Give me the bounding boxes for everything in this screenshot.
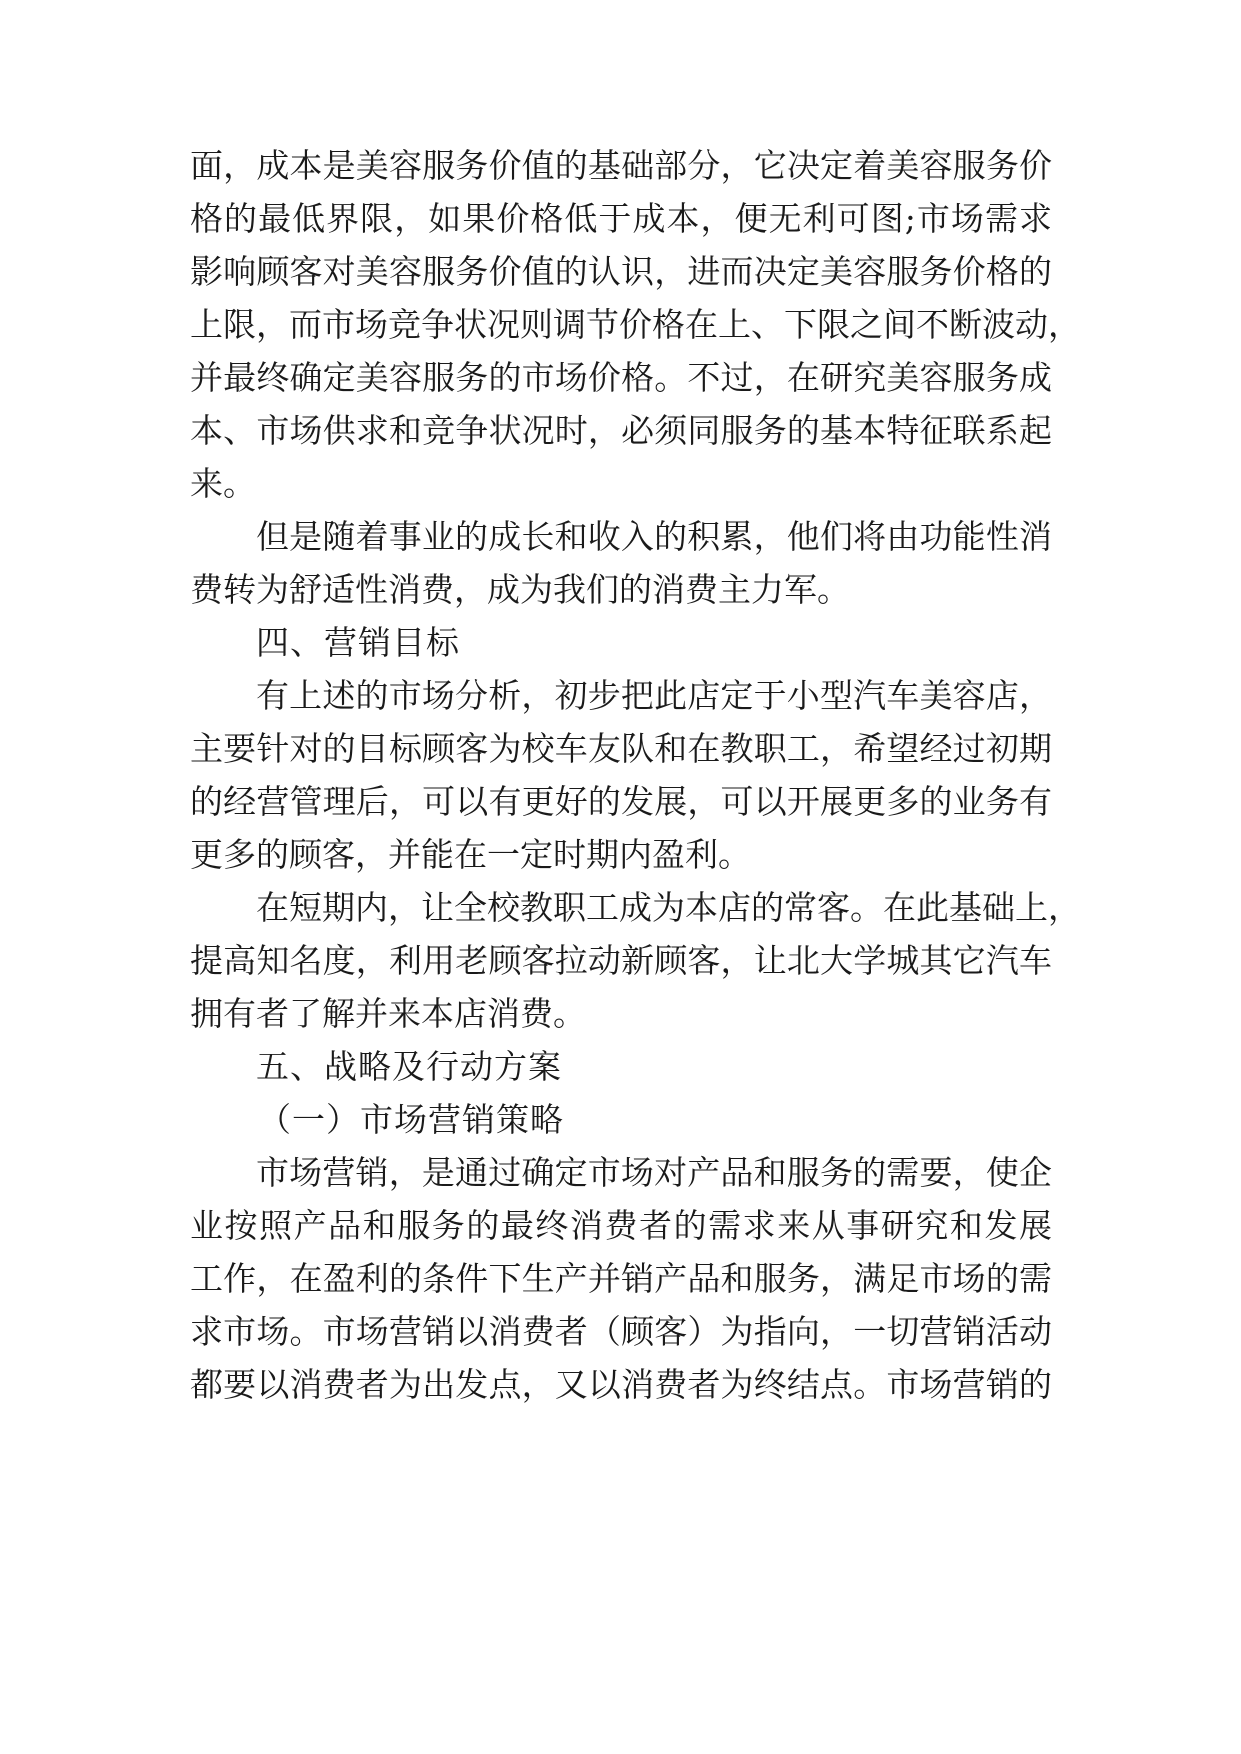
paragraph-line: 都要以消费者为出发点，又以消费者为终结点。市场营销的 [190,1365,1052,1404]
paragraph-line: 有上述的市场分析，初步把此店定于小型汽车美容店， [256,676,1052,715]
paragraph-line: 费转为舒适性消费，成为我们的消费主力军。 [190,570,850,609]
paragraph-line: 拥有者了解并来本店消费。 [190,994,586,1033]
paragraph-line: 求市场。市场营销以消费者（顾客）为指向，一切营销活动 [190,1312,1052,1351]
paragraph-line: 并最终确定美容服务的市场价格。不过，在研究美容服务成 [190,358,1052,397]
paragraph-line: 影响顾客对美容服务价值的认识，进而决定美容服务价格的 [190,252,1052,291]
paragraph-line: 更多的顾客，并能在一定时期内盈利。 [190,835,751,874]
paragraph-line: 但是随着事业的成长和收入的积累，他们将由功能性消 [256,517,1052,556]
paragraph-line: 提高知名度，利用老顾客拉动新顾客，让北大学城其它汽车 [190,941,1052,980]
paragraph-line: 来。 [190,464,256,503]
paragraph-line: 市场营销，是通过确定市场对产品和服务的需要，使企 [256,1153,1052,1192]
paragraph-line: 的经营管理后，可以有更好的发展，可以开展更多的业务有 [190,782,1052,821]
subsection-heading: （一）市场营销策略 [258,1100,564,1139]
paragraph-line: 本、市场供求和竞争状况时，必须同服务的基本特征联系起 [190,411,1052,450]
paragraph-line: 面，成本是美容服务价值的基础部分，它决定着美容服务价 [190,146,1052,185]
paragraph-line: 主要针对的目标顾客为校车友队和在教职工，希望经过初期 [190,729,1052,768]
section-heading: 四、营销目标 [256,623,460,662]
paragraph-line: 上限，而市场竞争状况则调节价格在上、下限之间不断波动， [190,305,1081,344]
paragraph-line: 业按照产品和服务的最终消费者的需求来从事研究和发展 [190,1206,1052,1245]
paragraph-line: 在短期内，让全校教职工成为本店的常客。在此基础上， [256,888,1081,927]
paragraph-line: 格的最低界限，如果价格低于成本，便无利可图;市场需求 [190,199,1052,238]
section-heading: 五、战略及行动方案 [256,1047,562,1086]
paragraph-line: 工作，在盈利的条件下生产并销产品和服务，满足市场的需 [190,1259,1052,1298]
